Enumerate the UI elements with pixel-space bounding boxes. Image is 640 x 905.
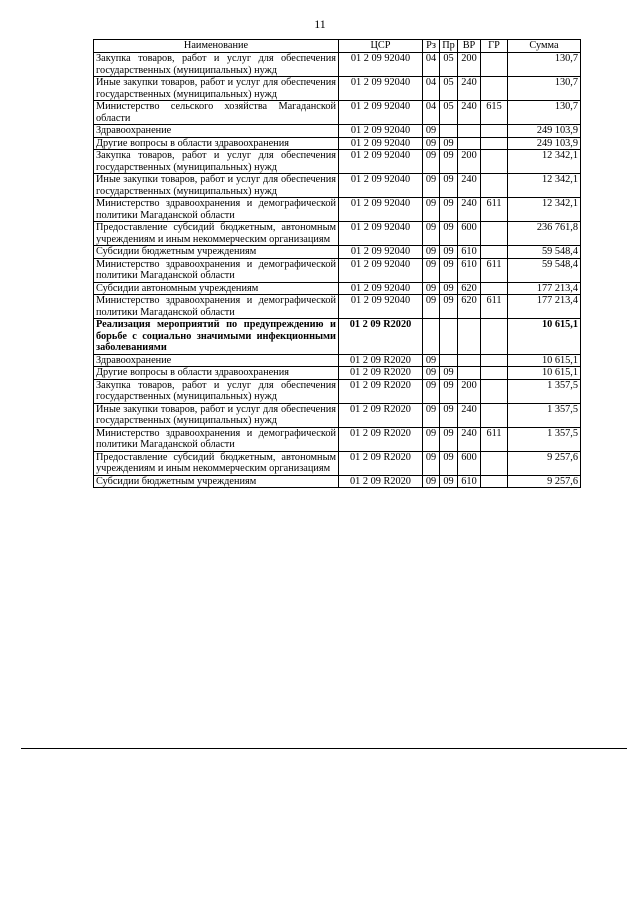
cell-rz: 09 [423,295,440,319]
table-row [94,101,581,125]
cell-csr: 01 2 09 92040 [339,125,423,138]
cell-csr: 01 2 09 R2020 [339,451,423,475]
footer-rule [21,748,627,749]
cell-sum: 9 257,6 [508,475,581,488]
cell-vr: 620 [458,282,481,295]
table-row [94,137,581,150]
cell-name: Субсидии автономным учреждениям [94,282,339,295]
table-row [94,174,581,198]
cell-rz [423,319,440,355]
cell-vr [458,125,481,138]
cell-rz: 09 [423,282,440,295]
header-pr: Пр [440,40,458,53]
table-row [94,475,581,488]
budget-table [93,39,581,488]
cell-gr [481,282,508,295]
cell-pr: 09 [440,403,458,427]
cell-name: Реализация мероприятий по предупреждению и борьбе с социально значимыми инфекционными заболеваниями [94,319,339,355]
cell-rz: 04 [423,77,440,101]
cell-rz: 09 [423,137,440,150]
cell-sum: 249 103,9 [508,125,581,138]
cell-rz: 09 [423,451,440,475]
cell-sum: 10 615,1 [508,367,581,380]
cell-gr [481,137,508,150]
header-csr: ЦСР [339,40,423,53]
cell-csr: 01 2 09 92040 [339,77,423,101]
header-rz: Рз [423,40,440,53]
cell-pr [440,354,458,367]
cell-vr: 200 [458,53,481,77]
cell-name: Министерство сельского хозяйства Магаданской области [94,101,339,125]
cell-pr: 09 [440,282,458,295]
cell-rz: 09 [423,379,440,403]
cell-vr: 240 [458,77,481,101]
cell-name: Иные закупки товаров, работ и услуг для обеспечения государственных (муниципальных) нужд [94,174,339,198]
cell-pr: 05 [440,53,458,77]
cell-rz: 09 [423,198,440,222]
table-row [94,427,581,451]
cell-gr [481,475,508,488]
cell-csr: 01 2 09 R2020 [339,427,423,451]
cell-csr: 01 2 09 R2020 [339,379,423,403]
cell-csr: 01 2 09 92040 [339,282,423,295]
cell-rz: 09 [423,354,440,367]
cell-sum: 1 357,5 [508,403,581,427]
cell-csr: 01 2 09 92040 [339,150,423,174]
cell-csr: 01 2 09 92040 [339,258,423,282]
table-row [94,258,581,282]
cell-csr: 01 2 09 92040 [339,198,423,222]
cell-name: Предоставление субсидий бюджетным, автономным учреждениям и иным некоммерческим организациям [94,222,339,246]
cell-vr [458,319,481,355]
cell-sum: 1 357,5 [508,379,581,403]
cell-vr: 600 [458,451,481,475]
header-name: Наименование [94,40,339,53]
cell-name: Министерство здравоохранения и демографической политики Магаданской области [94,427,339,451]
cell-pr: 09 [440,427,458,451]
cell-sum: 12 342,1 [508,150,581,174]
cell-gr [481,77,508,101]
cell-pr: 09 [440,258,458,282]
cell-vr: 610 [458,258,481,282]
cell-gr: 611 [481,295,508,319]
cell-vr: 610 [458,246,481,259]
cell-pr [440,125,458,138]
cell-rz: 09 [423,246,440,259]
table-row [94,198,581,222]
cell-sum: 236 761,8 [508,222,581,246]
cell-sum: 249 103,9 [508,137,581,150]
table-row [94,295,581,319]
cell-pr: 09 [440,150,458,174]
cell-sum: 177 213,4 [508,282,581,295]
cell-rz: 09 [423,125,440,138]
cell-sum: 59 548,4 [508,258,581,282]
cell-sum: 12 342,1 [508,174,581,198]
cell-rz: 09 [423,258,440,282]
cell-rz: 04 [423,53,440,77]
cell-gr: 615 [481,101,508,125]
cell-pr: 09 [440,246,458,259]
cell-pr: 09 [440,451,458,475]
cell-pr: 05 [440,101,458,125]
cell-gr [481,125,508,138]
cell-csr: 01 2 09 92040 [339,295,423,319]
cell-gr [481,354,508,367]
cell-name: Министерство здравоохранения и демографической политики Магаданской области [94,295,339,319]
cell-vr: 240 [458,403,481,427]
cell-csr: 01 2 09 92040 [339,137,423,150]
cell-pr: 09 [440,137,458,150]
cell-rz: 09 [423,150,440,174]
cell-csr: 01 2 09 R2020 [339,367,423,380]
table-row [94,282,581,295]
cell-vr [458,354,481,367]
cell-pr: 09 [440,379,458,403]
cell-gr: 611 [481,198,508,222]
cell-sum: 10 615,1 [508,354,581,367]
cell-pr: 09 [440,475,458,488]
cell-name: Иные закупки товаров, работ и услуг для обеспечения государственных (муниципальных) нужд [94,77,339,101]
header-gr: ГР [481,40,508,53]
table-row [94,246,581,259]
cell-pr: 09 [440,198,458,222]
cell-pr: 09 [440,295,458,319]
cell-gr [481,174,508,198]
cell-name: Здравоохранение [94,354,339,367]
cell-gr [481,403,508,427]
cell-sum: 177 213,4 [508,295,581,319]
table-row [94,53,581,77]
cell-name: Субсидии бюджетным учреждениям [94,246,339,259]
cell-csr: 01 2 09 R2020 [339,354,423,367]
cell-vr: 620 [458,295,481,319]
table-row [94,319,581,355]
cell-gr [481,367,508,380]
cell-name: Закупка товаров, работ и услуг для обеспечения государственных (муниципальных) нужд [94,53,339,77]
cell-vr: 200 [458,379,481,403]
cell-csr: 01 2 09 92040 [339,53,423,77]
cell-vr: 610 [458,475,481,488]
cell-vr: 240 [458,174,481,198]
table-row [94,222,581,246]
cell-rz: 09 [423,367,440,380]
cell-sum: 59 548,4 [508,246,581,259]
header-sum: Сумма [508,40,581,53]
table-row [94,379,581,403]
cell-csr: 01 2 09 R2020 [339,403,423,427]
header-vr: ВР [458,40,481,53]
cell-vr: 240 [458,101,481,125]
cell-csr: 01 2 09 92040 [339,246,423,259]
cell-csr: 01 2 09 R2020 [339,475,423,488]
cell-sum: 130,7 [508,53,581,77]
cell-gr [481,222,508,246]
cell-gr [481,150,508,174]
cell-sum: 130,7 [508,101,581,125]
table-row [94,354,581,367]
cell-rz: 04 [423,101,440,125]
cell-pr: 09 [440,174,458,198]
cell-name: Другие вопросы в области здравоохранения [94,367,339,380]
table-row [94,125,581,138]
table-row [94,367,581,380]
cell-sum: 1 357,5 [508,427,581,451]
cell-name: Министерство здравоохранения и демографической политики Магаданской области [94,198,339,222]
cell-rz: 09 [423,403,440,427]
table-row [94,150,581,174]
cell-name: Предоставление субсидий бюджетным, автономным учреждениям и иным некоммерческим организациям [94,451,339,475]
cell-pr: 09 [440,222,458,246]
cell-csr: 01 2 09 92040 [339,174,423,198]
cell-rz: 09 [423,475,440,488]
cell-name: Субсидии бюджетным учреждениям [94,475,339,488]
cell-gr [481,246,508,259]
cell-gr [481,53,508,77]
cell-pr [440,319,458,355]
cell-sum: 9 257,6 [508,451,581,475]
cell-gr [481,379,508,403]
cell-name: Министерство здравоохранения и демографической политики Магаданской области [94,258,339,282]
cell-vr: 600 [458,222,481,246]
cell-csr: 01 2 09 92040 [339,222,423,246]
cell-name: Здравоохранение [94,125,339,138]
table-row [94,77,581,101]
cell-vr: 240 [458,198,481,222]
cell-rz: 09 [423,222,440,246]
cell-vr: 240 [458,427,481,451]
cell-vr [458,137,481,150]
cell-rz: 09 [423,174,440,198]
table-row [94,451,581,475]
cell-gr: 611 [481,258,508,282]
cell-vr: 200 [458,150,481,174]
cell-csr: 01 2 09 92040 [339,101,423,125]
cell-name: Иные закупки товаров, работ и услуг для обеспечения государственных (муниципальных) нужд [94,403,339,427]
cell-gr [481,319,508,355]
cell-rz: 09 [423,427,440,451]
cell-sum: 10 615,1 [508,319,581,355]
cell-name: Закупка товаров, работ и услуг для обеспечения государственных (муниципальных) нужд [94,379,339,403]
cell-gr [481,451,508,475]
cell-sum: 130,7 [508,77,581,101]
table-row [94,403,581,427]
cell-csr: 01 2 09 R2020 [339,319,423,355]
cell-sum: 12 342,1 [508,198,581,222]
cell-name: Другие вопросы в области здравоохранения [94,137,339,150]
cell-pr: 09 [440,367,458,380]
page-number: 11 [314,17,326,31]
cell-vr [458,367,481,380]
header-row [94,40,581,53]
cell-gr: 611 [481,427,508,451]
cell-pr: 05 [440,77,458,101]
cell-name: Закупка товаров, работ и услуг для обеспечения государственных (муниципальных) нужд [94,150,339,174]
